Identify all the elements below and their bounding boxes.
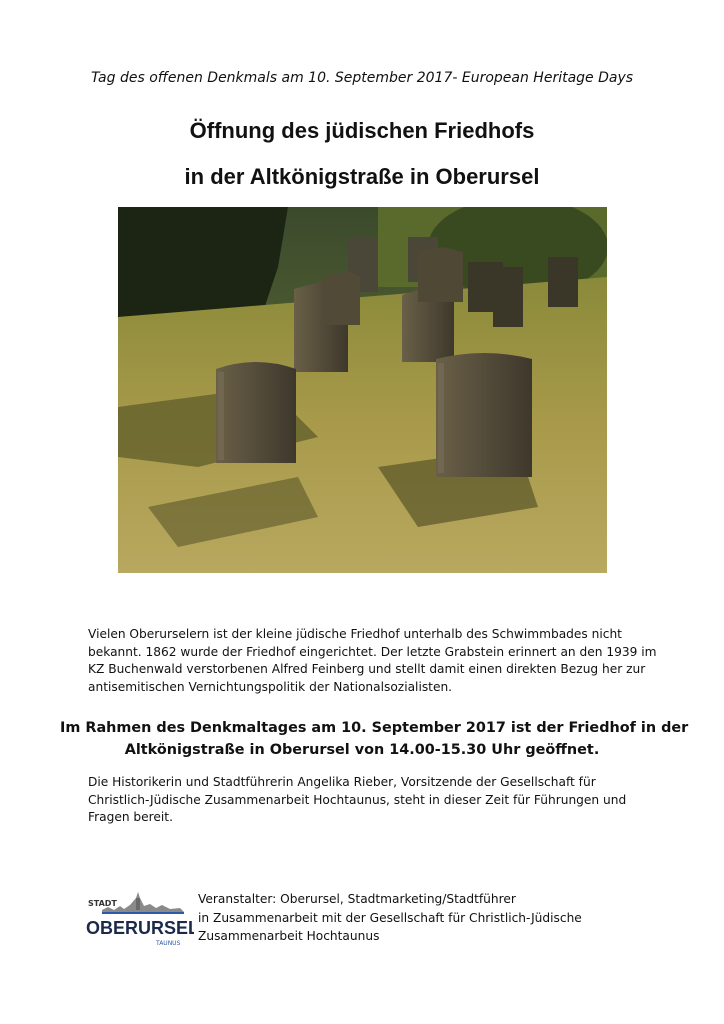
organizer-info (198, 890, 628, 946)
intro-paragraph (88, 626, 657, 696)
opening-line: Altkönigstraße in Oberursel von 14.00-15.30 Uhr geöffnet. (124, 742, 600, 758)
logo-stadt: STADT (88, 899, 117, 908)
guide-line: Fragen bereit. (88, 810, 173, 824)
guide-paragraph (88, 774, 648, 827)
logo-name: OBERURSEL (86, 918, 194, 938)
organizer-line: Zusammenarbeit Hochtaunus (198, 929, 380, 943)
opening-line: Im Rahmen des Denkmaltages am 10. September 2017 ist der Friedhof in der (60, 720, 689, 736)
page-title-line-1: Öffnung des jüdischen Friedhofs (189, 118, 535, 143)
organizer-line: Veranstalter: Oberursel, Stadtmarketing/Stadtführer (198, 892, 516, 906)
intro-line: bekannt. 1862 wurde der Friedhof eingerichtet. Der letzte Grabstein erinnert an den 1939 im (88, 644, 657, 659)
guide-line: Die Historikerin und Stadtführerin Angelika Rieber, Vorsitzende der Gesellschaft für (88, 775, 596, 789)
intro-line: KZ Buchenwald verstorbenen Alfred Feinberg und stellt damit einen direkten Bezug her zur (88, 662, 646, 676)
intro-line: Vielen Oberurselern ist der kleine jüdische Friedhof unterhalb des Schwimmbades nicht (88, 627, 622, 641)
page-title-line-2: in der Altkönigstraße in Oberursel (184, 164, 540, 189)
opening-announcement (60, 717, 689, 761)
intro-line: antisemitischen Vernichtungspolitik der Nationalsozialisten. (88, 679, 453, 694)
cemetery-photo (118, 207, 607, 573)
oberursel-logo (84, 890, 194, 950)
guide-line: Christlich-Jüdische Zusammenarbeit Hochtaunus, steht in dieser Zeit für Führungen und (88, 792, 627, 807)
organizer-line: in Zusammenarbeit mit der Gesellschaft für Christlich-Jüdische (198, 910, 582, 925)
event-subtitle: Tag des offenen Denkmals am 10. September 2017- European Heritage Days (90, 70, 634, 86)
logo-region: TAUNUS (156, 940, 181, 947)
